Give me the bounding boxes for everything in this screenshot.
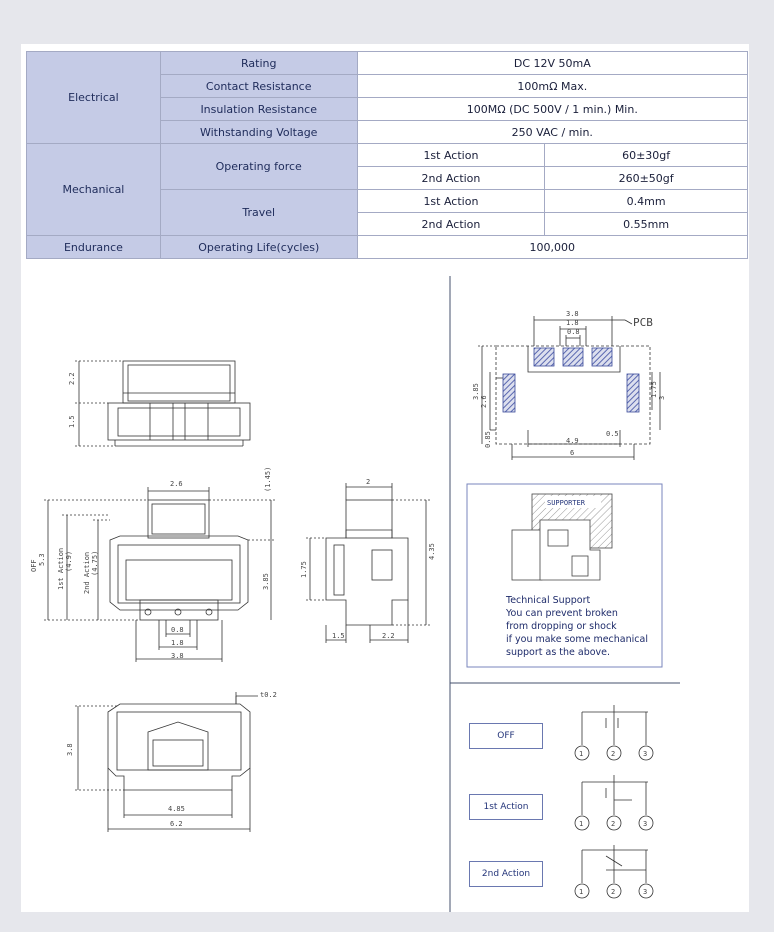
dim-3: 3	[658, 395, 666, 400]
dim-4-9b: 4.9	[566, 437, 579, 445]
dim-1-8: 1.8	[171, 639, 184, 647]
dim-5-3: 5.3	[38, 553, 46, 566]
dim-2: 2	[366, 478, 371, 486]
terminal-2-off: 2	[611, 750, 616, 758]
second-action-dim-label: 2nd Action	[83, 551, 91, 594]
terminal-1-second: 1	[579, 888, 584, 896]
withstanding-voltage-value: 250 VAC / min.	[357, 121, 747, 144]
dim-3-8c: 3.8	[566, 310, 579, 318]
terminal-1-first: 1	[579, 820, 584, 828]
terminal-2-first: 2	[611, 820, 616, 828]
dim-3-8b: 3.8	[66, 743, 74, 756]
dim-4-75: (4.75)	[91, 550, 99, 576]
force-2nd-action-label: 2nd Action	[357, 167, 545, 190]
dim-1-8b: 1.8	[566, 319, 579, 327]
contact-resistance-label: Contact Resistance	[160, 75, 357, 98]
pcb-pad-1	[534, 348, 554, 366]
withstanding-voltage-label: Withstanding Voltage	[160, 121, 357, 144]
dim-0-85: 0.85	[484, 431, 492, 448]
dim-6: 6	[570, 449, 575, 457]
insulation-resistance-value: 100MΩ (DC 500V / 1 min.) Min.	[357, 98, 747, 121]
travel-label: Travel	[160, 190, 357, 236]
front-view-drawing	[44, 487, 275, 662]
circuit-2nd	[582, 845, 648, 883]
travel-2nd-action-value: 0.55mm	[545, 213, 748, 236]
dim-4-85: 4.85	[168, 805, 185, 813]
contact-resistance-value: 100mΩ Max.	[357, 75, 747, 98]
pcb-label: PCB	[633, 316, 653, 329]
note-title: Technical Support	[506, 595, 591, 606]
note-line-3: from dropping or shock	[506, 621, 617, 632]
state-1st-action-label: 1st Action	[469, 794, 543, 820]
dim-t0-2: t0.2	[260, 691, 277, 699]
terminal-3-first: 3	[643, 820, 648, 828]
dim-1-5: 1.5	[68, 415, 76, 428]
side-view-drawing	[75, 361, 250, 446]
circuit-off	[582, 705, 648, 745]
rating-value: DC 12V 50mA	[357, 52, 747, 75]
electrical-label: Electrical	[27, 52, 161, 144]
dim-3-85b: 3.85	[472, 383, 480, 400]
dim-2-6b: 2.6	[480, 395, 488, 408]
terminal-3-second: 3	[643, 888, 648, 896]
dim-1-5b: 1.5	[332, 632, 345, 640]
rating-label: Rating	[160, 52, 357, 75]
dim-0-8b: 0.8	[567, 328, 580, 336]
note-line-5: support as the above.	[506, 647, 611, 658]
off-label: OFF	[30, 559, 38, 572]
profile-view-drawing	[306, 483, 430, 643]
insulation-resistance-label: Insulation Resistance	[160, 98, 357, 121]
terminal-2-second: 2	[611, 888, 616, 896]
pcb-pad-3	[592, 348, 612, 366]
dim-3-8: 3.8	[171, 652, 184, 660]
operating-force-label: Operating force	[160, 144, 357, 190]
terminal-3-off: 3	[643, 750, 648, 758]
note-line-2: You can prevent broken	[506, 608, 618, 619]
dim-4-9: (4.9)	[65, 550, 73, 572]
travel-1st-action-label: 1st Action	[357, 190, 545, 213]
dim-2-2b: 2.2	[382, 632, 395, 640]
operating-life-label: Operating Life(cycles)	[160, 236, 357, 259]
force-1st-action-label: 1st Action	[357, 144, 545, 167]
mechanical-label: Mechanical	[27, 144, 161, 236]
terminal-1-off: 1	[579, 750, 584, 758]
force-1st-action-value: 60±30gf	[545, 144, 748, 167]
circuit-1st	[582, 775, 648, 815]
bottom-view-drawing	[75, 692, 258, 832]
state-2nd-action-label: 2nd Action	[469, 861, 543, 887]
operating-life-value: 100,000	[357, 236, 747, 259]
dim-1-45: (1.45)	[264, 466, 272, 492]
supporter-label: SUPPORTER	[547, 499, 585, 507]
note-line-4: if you make some mechanical	[506, 634, 648, 645]
state-off-label: OFF	[469, 723, 543, 749]
dim-0-8: 0.8	[171, 626, 184, 634]
force-2nd-action-value: 260±50gf	[545, 167, 748, 190]
dim-3-85: 3.85	[262, 573, 270, 590]
dim-0-5: 0.5	[606, 430, 619, 438]
dim-6-2: 6.2	[170, 820, 183, 828]
dim-4-35: 4.35	[428, 543, 436, 560]
dim-1-75: 1.75	[300, 561, 308, 578]
travel-2nd-action-label: 2nd Action	[357, 213, 545, 236]
pcb-pad-left	[503, 374, 515, 412]
endurance-label: Endurance	[27, 236, 161, 259]
travel-1st-action-value: 0.4mm	[545, 190, 748, 213]
dim-2-2: 2.2	[68, 372, 76, 385]
first-action-dim-label: 1st Action	[57, 547, 65, 590]
dim-1-75b: 1.75	[650, 381, 658, 398]
pcb-pad-right	[627, 374, 639, 412]
dim-2-6: 2.6	[170, 480, 183, 488]
pcb-pad-2	[563, 348, 583, 366]
technical-support-note	[506, 594, 656, 659]
